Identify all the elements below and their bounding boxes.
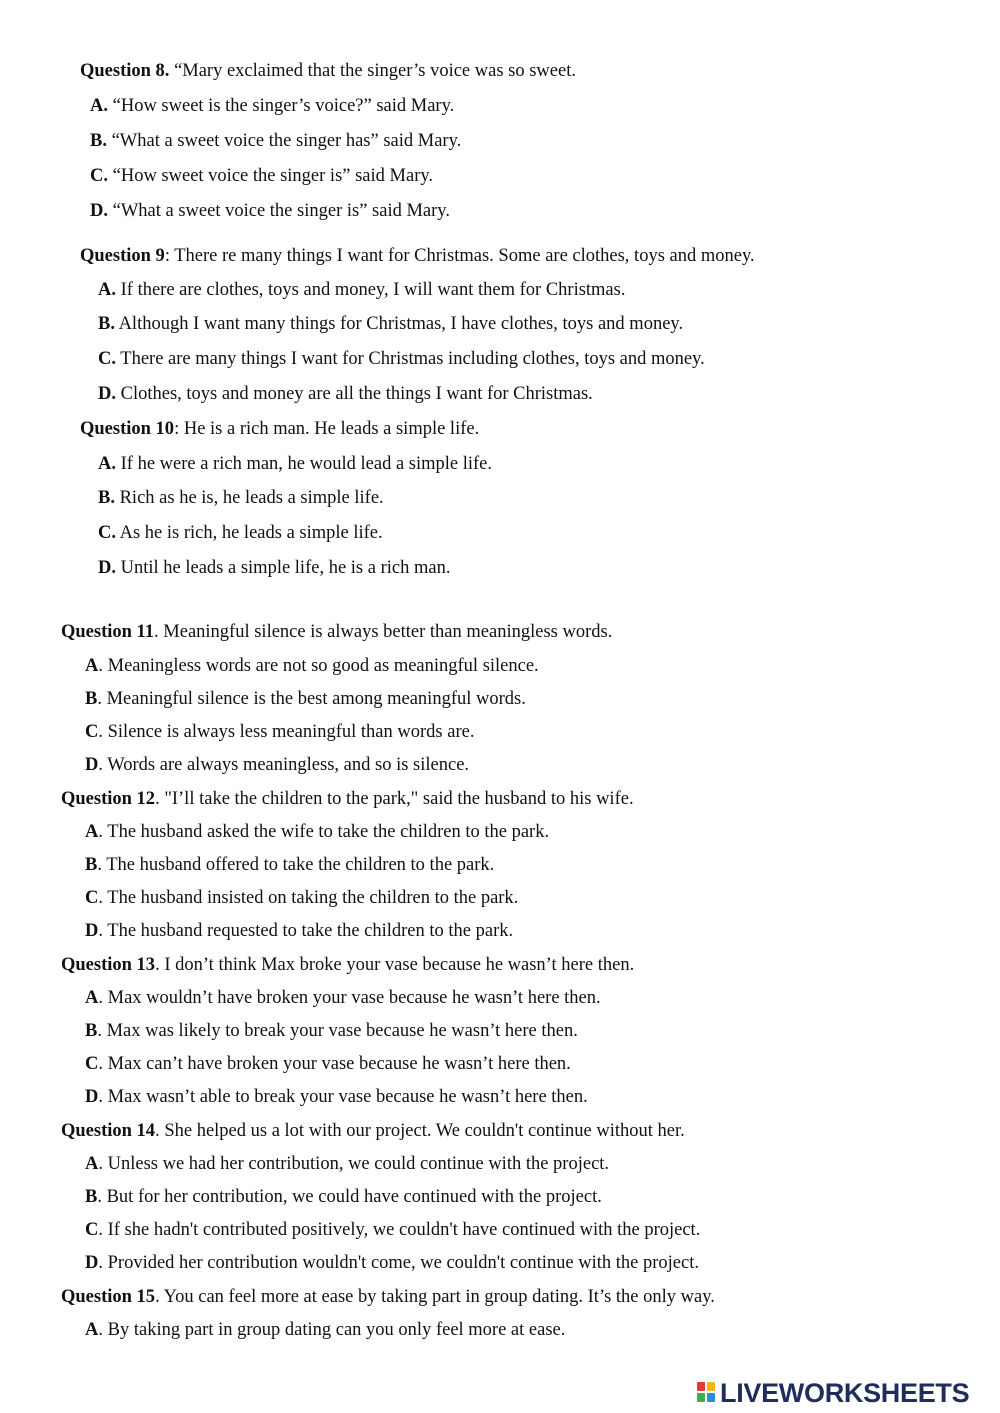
question-stem: [61, 954, 634, 976]
option-letter: B: [85, 689, 98, 709]
option-text: If he were a rich man, he would lead a simple life.: [116, 454, 493, 474]
option-text: There are many things I want for Christmas including clothes, toys and money.: [116, 349, 705, 369]
option-letter: C: [85, 722, 99, 742]
question-text: : There re many things I want for Christmas. Some are clothes, toys and money.: [164, 246, 755, 266]
answer-option[interactable]: [90, 165, 433, 187]
option-letter: D: [85, 921, 99, 941]
option-letter: A: [85, 656, 99, 676]
answer-option[interactable]: [98, 487, 384, 509]
answer-option[interactable]: [85, 1186, 602, 1208]
answer-option[interactable]: [85, 920, 513, 942]
answer-option[interactable]: [85, 1219, 700, 1241]
answer-option[interactable]: [85, 688, 526, 710]
question-stem: [61, 621, 612, 643]
option-text: . The husband requested to take the children to the park.: [98, 921, 514, 941]
option-letter: A.: [98, 280, 116, 300]
option-text: Although I want many things for Christmas, I have clothes, toys and money.: [114, 314, 684, 334]
option-letter: D.: [98, 558, 116, 578]
answer-option[interactable]: [90, 95, 454, 117]
option-letter: C.: [90, 166, 108, 186]
option-letter: A: [85, 988, 99, 1008]
question-text: . She helped us a lot with our project. We couldn't continue without her.: [155, 1121, 685, 1141]
answer-option[interactable]: [85, 1153, 609, 1175]
answer-option[interactable]: [90, 130, 461, 152]
answer-option[interactable]: [98, 383, 593, 405]
option-letter: C.: [98, 523, 116, 543]
option-letter: D.: [90, 201, 108, 221]
question-stem: [61, 1120, 685, 1142]
liveworksheets-logo-icon: [697, 1382, 717, 1404]
option-text: . By taking part in group dating can you only feel more at ease.: [98, 1320, 566, 1340]
option-letter: A: [85, 1154, 99, 1174]
option-text: . Meaningful silence is the best among meaningful words.: [97, 689, 526, 709]
option-letter: C: [85, 888, 99, 908]
answer-option[interactable]: [98, 522, 383, 544]
answer-option[interactable]: [90, 200, 450, 222]
option-text: . Max wasn’t able to break your vase because he wasn’t here then.: [98, 1087, 588, 1107]
question-stem: [80, 245, 755, 267]
option-text: . Words are always meaningless, and so is silence.: [98, 755, 470, 775]
answer-option[interactable]: [98, 348, 705, 370]
answer-option[interactable]: [85, 1020, 578, 1042]
option-letter: B.: [90, 131, 107, 151]
option-letter: D: [85, 1087, 99, 1107]
question-number: Question 14: [61, 1121, 156, 1141]
answer-option[interactable]: [85, 1053, 571, 1075]
option-text: . But for her contribution, we could have continued with the project.: [97, 1187, 602, 1207]
question-number: Question 15: [61, 1287, 156, 1307]
question-stem: [80, 60, 576, 82]
question-stem: [61, 788, 634, 810]
question-text: . "I’ll take the children to the park," said the husband to his wife.: [155, 789, 634, 809]
option-letter: D: [85, 755, 99, 775]
question-stem: [80, 418, 479, 440]
answer-option[interactable]: [85, 854, 494, 876]
answer-option[interactable]: [98, 279, 625, 301]
option-letter: A.: [98, 454, 116, 474]
option-letter: B.: [98, 488, 115, 508]
option-text: . If she hadn't contributed positively, we couldn't have continued with the project.: [98, 1220, 701, 1240]
option-text: . Max wouldn’t have broken your vase because he wasn’t here then.: [98, 988, 601, 1008]
liveworksheets-logo: [697, 1378, 969, 1408]
option-text: “What a sweet voice the singer has” said Mary.: [106, 131, 462, 151]
answer-option[interactable]: [85, 987, 601, 1009]
question-text: . You can feel more at ease by taking part in group dating. It’s the only way.: [155, 1287, 715, 1307]
option-text: . Silence is always less meaningful than words are.: [98, 722, 475, 742]
option-letter: D.: [98, 384, 116, 404]
question-number: Question 10: [80, 419, 175, 439]
question-number: Question 9: [80, 246, 165, 266]
option-text: Rich as he is, he leads a simple life.: [114, 488, 384, 508]
answer-option[interactable]: [85, 1319, 565, 1341]
option-letter: B: [85, 1187, 98, 1207]
answer-option[interactable]: [85, 721, 474, 743]
answer-option[interactable]: [98, 453, 492, 475]
option-letter: A: [85, 822, 99, 842]
option-text: . Max was likely to break your vase because he wasn’t here then.: [97, 1021, 578, 1041]
question-text: . Meaningful silence is always better than meaningless words.: [154, 622, 613, 642]
option-letter: A: [85, 1320, 99, 1340]
question-text: “Mary exclaimed that the singer’s voice was so sweet.: [169, 61, 576, 81]
answer-option[interactable]: [85, 821, 549, 843]
option-text: . The husband insisted on taking the children to the park.: [98, 888, 519, 908]
option-letter: C.: [98, 349, 116, 369]
option-text: “How sweet is the singer’s voice?” said Mary.: [108, 96, 455, 116]
answer-option[interactable]: [98, 313, 683, 335]
question-text: : He is a rich man. He leads a simple life.: [174, 419, 480, 439]
option-letter: B: [85, 855, 98, 875]
answer-option[interactable]: [98, 557, 450, 579]
question-number: Question 12: [61, 789, 156, 809]
question-number: Question 11: [61, 622, 155, 642]
option-letter: B: [85, 1021, 98, 1041]
option-text: . Max can’t have broken your vase because he wasn’t here then.: [98, 1054, 571, 1074]
option-text: “How sweet voice the singer is” said Mary.: [108, 166, 434, 186]
answer-option[interactable]: [85, 1252, 699, 1274]
option-letter: A.: [90, 96, 108, 116]
question-number: Question 8.: [80, 61, 170, 81]
option-text: . The husband asked the wife to take the children to the park.: [98, 822, 550, 842]
option-letter: C: [85, 1054, 99, 1074]
option-text: . The husband offered to take the children to the park.: [97, 855, 495, 875]
option-letter: B.: [98, 314, 115, 334]
option-text: As he is rich, he leads a simple life.: [116, 523, 383, 543]
option-text: . Provided her contribution wouldn't come, we couldn't continue with the project.: [98, 1253, 699, 1273]
question-number: Question 13: [61, 955, 156, 975]
option-text: . Unless we had her contribution, we could continue with the project.: [98, 1154, 610, 1174]
liveworksheets-logo-text: LIVEWORKSHEETS: [720, 1377, 970, 1408]
answer-option[interactable]: [85, 1086, 588, 1108]
answer-option[interactable]: [85, 754, 469, 776]
option-text: Until he leads a simple life, he is a rich man.: [116, 558, 451, 578]
question-text: . I don’t think Max broke your vase because he wasn’t here then.: [155, 955, 635, 975]
question-stem: [61, 1286, 715, 1308]
option-letter: D: [85, 1253, 99, 1273]
option-text: “What a sweet voice the singer is” said Mary.: [108, 201, 450, 221]
option-text: If there are clothes, toys and money, I will want them for Christmas.: [116, 280, 626, 300]
answer-option[interactable]: [85, 887, 518, 909]
answer-option[interactable]: [85, 655, 539, 677]
option-text: Clothes, toys and money are all the things I want for Christmas.: [116, 384, 593, 404]
option-letter: C: [85, 1220, 99, 1240]
option-text: . Meaningless words are not so good as meaningful silence.: [98, 656, 539, 676]
